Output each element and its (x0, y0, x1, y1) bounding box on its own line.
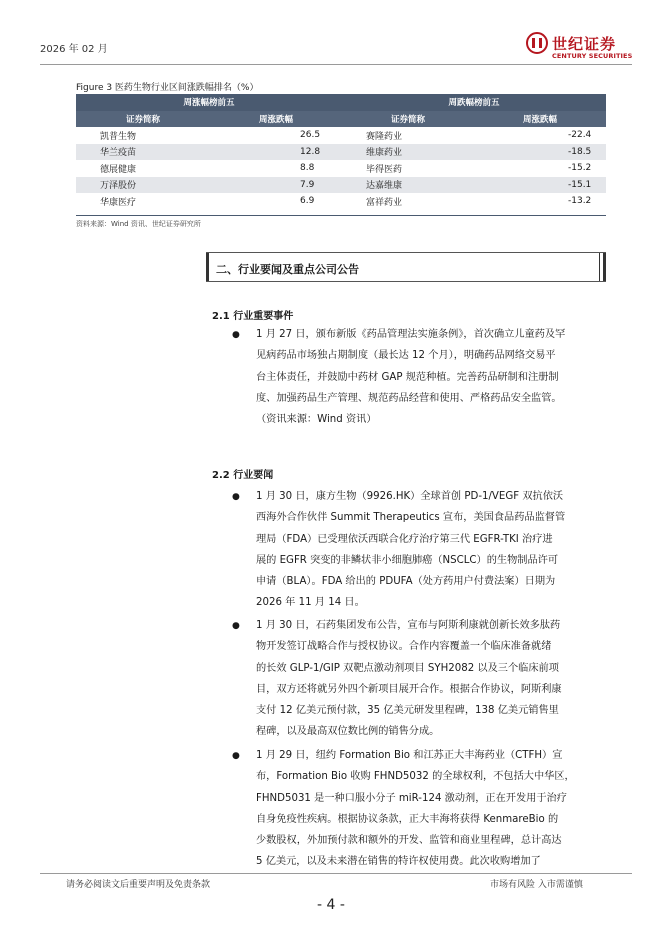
paragraph-line: 少数股权，外加预付款和额外的开发、监管和商业里程碑，总计高达 (256, 835, 562, 847)
table-row (76, 193, 606, 210)
report-date: 2026 年 02 月 (40, 44, 108, 55)
footer-divider (40, 873, 632, 874)
page-number: - 4 - (317, 897, 345, 913)
paragraph-line: 物开发签订战略合作与授权协议。合作内容覆盖一个临床准备就绪 (256, 641, 552, 653)
gainer-change: 8.8 (300, 163, 315, 174)
loser-name: 达嘉维康 (342, 177, 474, 194)
logo-text-cn: 世纪证券 (552, 35, 617, 53)
paragraph-line: 台主体责任，并鼓励中药材 GAP 规范种植。完善药品研制和注册制 (256, 371, 559, 383)
footer-risk-note: 市场有风险 入市需谨慎 (490, 880, 583, 890)
loser-name: 维康药业 (342, 144, 474, 161)
gainer-name: 华兰疫苗 (76, 144, 210, 161)
paragraph-line: 自身免疫性疾病。根据协议条款，正大丰海将获得 KenmareBio 的 (256, 813, 559, 825)
paragraph-line: 2026 年 11 月 14 日。 (256, 597, 365, 609)
col-header-name: 证券简称 (342, 111, 474, 128)
bullet-icon: ● (232, 330, 240, 340)
paragraph-line: 1 月 29 日，纽约 Formation Bio 和江苏正大丰海药业（CTFH）宣 (256, 750, 563, 761)
loser-change: -13.2 (568, 196, 592, 207)
bullet-icon: ● (232, 621, 240, 631)
bullet-icon: ● (232, 492, 240, 502)
gainer-name: 德展健康 (100, 164, 137, 175)
table-bottom-rule (76, 215, 606, 216)
gainer-change: 7.9 (210, 177, 342, 194)
ranking-table (76, 94, 606, 210)
header-divider (40, 64, 632, 65)
col-header-change: 周涨跌幅 (210, 111, 342, 128)
loser-name: 富祥药业 (366, 197, 403, 208)
paragraph-line: 见病药品市场独占期制度（最长达 12 个月），明确药品网络交易平 (256, 350, 556, 362)
col-header-change: 周涨跌幅 (474, 111, 606, 128)
paragraph-line: 申请（BLA）。FDA 给出的 PDUFA（处方药用户付费法案）日期为 (256, 576, 556, 588)
header-top-losers: 周跌幅榜前五 (342, 94, 606, 111)
paragraph-line: 的长效 GLP-1/GIP 双靶点激动剂项目 SYH2082 以及三个临床前项 (256, 662, 559, 674)
footer-disclaimer: 请务必阅读文后重要声明及免责条款 (66, 880, 211, 890)
table-row (76, 127, 606, 144)
paragraph-line: 1 月 27 日，颁布新版《药品管理法实施条例》，首次确立儿童药及罕 (256, 329, 566, 340)
header-top-gainers: 周涨幅榜前五 (76, 94, 342, 111)
paragraph-line: 1 月 30 日，康方生物（9926.HK）全球首创 PD-1/VEGF 双抗依沃 (256, 491, 564, 502)
bullet-icon: ● (232, 751, 240, 761)
loser-change: -18.5 (474, 144, 606, 161)
section-bar-left (206, 253, 209, 281)
col-header-name: 证券简称 (76, 111, 210, 128)
gainer-change: 6.9 (300, 196, 315, 207)
gainer-name: 凯普生物 (100, 131, 137, 142)
news-paragraph (256, 745, 618, 873)
news-paragraph (256, 486, 618, 614)
loser-change: -15.2 (568, 163, 592, 174)
table-source: 资料来源：Wind 资讯、世纪证券研究所 (76, 220, 201, 228)
subsection-heading: 2.1 行业重要事件 (212, 311, 294, 322)
loser-name: 赛隆药业 (366, 131, 403, 142)
paragraph-line: 1 月 30 日，石药集团发布公告，宣布与阿斯利康就创新长效多肽药 (256, 620, 561, 631)
company-logo (526, 32, 632, 64)
gainer-name: 万泽股份 (76, 177, 210, 194)
loser-change: -15.1 (474, 177, 606, 194)
loser-change: -22.4 (568, 130, 592, 141)
table-row (76, 160, 606, 177)
gainer-name: 华康医疗 (100, 197, 137, 208)
paragraph-line: （资讯来源：Wind 资讯） (256, 414, 377, 426)
section-bar-right (603, 253, 606, 281)
gainer-change: 26.5 (300, 130, 321, 141)
paragraph-line: 程碑，以及最高双位数比例的销售分成。 (256, 726, 440, 738)
paragraph-line: 度、加强药品生产管理、规范药品经营和使用、严格药品安全监管。 (256, 392, 562, 404)
paragraph-line: 5 亿美元，以及未来潜在销售的特许权使用费。此次收购增加了 (256, 856, 541, 868)
paragraph-line: 理局（FDA）已受理依沃西联合化疗治疗第三代 EGFR-TKI 治疗进 (256, 533, 553, 545)
news-paragraph (256, 615, 618, 743)
news-paragraph (256, 324, 618, 430)
table-row (76, 144, 606, 161)
figure-title: Figure 3 医药生物行业区间涨跌幅排名（%） (76, 83, 259, 93)
paragraph-line: 布，Formation Bio 收购 FHND5032 的全球权利，不包括大中华区， (256, 771, 575, 783)
table-row (76, 177, 606, 194)
loser-name: 毕得医药 (366, 164, 403, 175)
section-title: 二、行业要闻及重点公司公告 (216, 263, 359, 276)
paragraph-line: 目，双方还将就另外四个新项目展开合作。根据合作协议，阿斯利康 (256, 683, 562, 695)
logo-text-en: CENTURY SECURITIES (552, 52, 633, 60)
gainer-change: 12.8 (210, 144, 342, 161)
subsection-heading: 2.2 行业要闻 (212, 470, 274, 481)
logo-emblem-icon (526, 32, 548, 54)
section-bar-right-thin (599, 253, 600, 281)
section-heading-box (206, 252, 606, 282)
paragraph-line: 展的 EGFR 突变的非鳞状非小细胞肺癌（NSCLC）的生物制品许可 (256, 554, 559, 566)
paragraph-line: 西海外合作伙伴 Summit Therapeutics 宣布，美国食品药品监督管 (256, 512, 566, 524)
paragraph-line: FHND5031 是一种口服小分子 miR-124 激动剂，正在开发用于治疗 (256, 792, 567, 804)
paragraph-line: 支付 12 亿美元预付款，35 亿美元研发里程碑，138 亿美元销售里 (256, 705, 559, 717)
